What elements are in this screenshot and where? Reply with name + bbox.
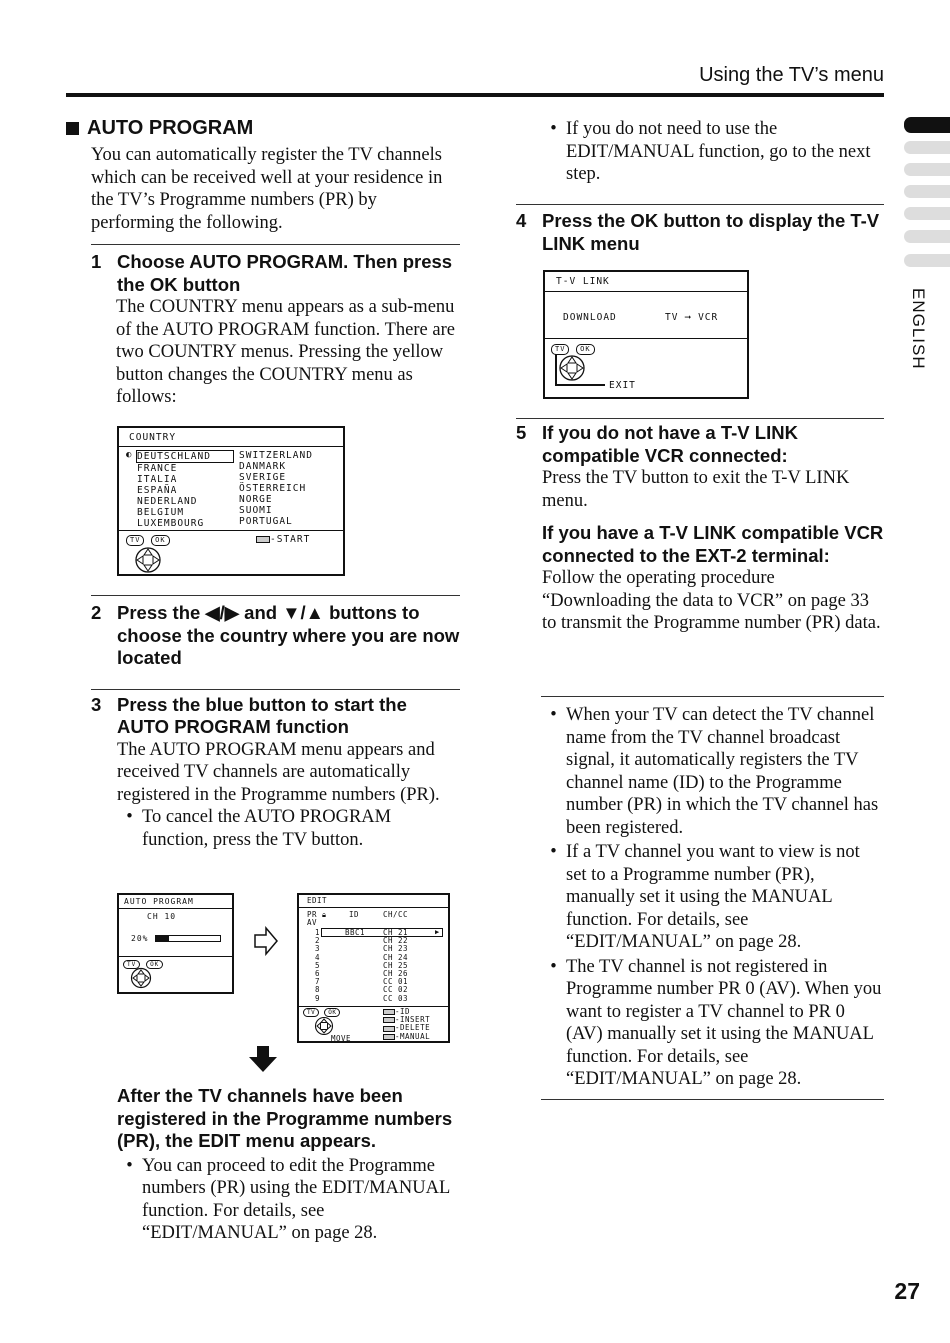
country-menu-screen: COUNTRY ◐ DEUTSCHLAND FRANCE ITALIA ESPAÑA NEDERLAND BELGIUM LUXEMBOURG SWITZERLAND DANMARK SVERIGE ÖSTERREICH NORGE SUOMI PORTUGAL TV OK - START [117, 426, 345, 576]
legend-item: -MANUAL [383, 1033, 430, 1041]
after-bullet: • You can proceed to edit the Programme numbers (PR) using the EDIT/MANUAL function. For details, see “EDIT/MANUAL” on page 28. [126, 1155, 450, 1243]
id-header: ID [349, 910, 360, 919]
intro-text: You can automatically register the TV channels which can be received well at your residence in the TV’s Programme numbers (PR) by performing the following. [91, 145, 443, 233]
progress-percent: 20% [131, 934, 149, 943]
divider [516, 204, 884, 205]
step-4-title: 4 Press the OK button to display the T-V LINK menu [516, 210, 880, 254]
channel-cc: CH 21 [383, 928, 409, 937]
note-bullet: • When your TV can detect the TV channel name from the TV channel broadcast signal, it automatically registers the TV channel name (ID) to the Programme number (PR) in which the TV channel has been registered. [550, 705, 879, 838]
move-label: MOVE [331, 1034, 352, 1043]
edit-row[interactable] [299, 970, 448, 978]
left-column [66, 117, 460, 409]
header-rule [66, 93, 884, 97]
country-item[interactable]: ESPAÑA [137, 485, 178, 496]
country-item[interactable]: FRANCE [137, 463, 178, 474]
color-button-icon [383, 1034, 395, 1040]
country-item[interactable]: DANMARK [239, 461, 287, 472]
country-list-left [137, 450, 234, 529]
legend-item: -INSERT [383, 1016, 430, 1024]
tv-button-icon: TV [551, 344, 569, 355]
auto-program-screen [117, 893, 234, 994]
country-item[interactable]: NEDERLAND [137, 496, 198, 507]
arrow-right-icon [253, 926, 279, 956]
edit-row[interactable] [299, 978, 448, 986]
right-top-bullet: • If you do not need to use the EDIT/MANUAL function, go to the next step. [550, 119, 871, 184]
pr-number: 8 [315, 985, 321, 995]
step-5-subbody: Follow the operating procedure “Downloading the data to VCR” on page 33 to transmit the Programme number (PR) data. [542, 568, 881, 633]
legend-item: -DELETE [383, 1024, 430, 1032]
channel-cc: CC 02 [383, 985, 409, 995]
step-1-title: 1 Choose AUTO PROGRAM. Then press the OK button [91, 251, 453, 295]
chapter-tab-active[interactable] [904, 117, 950, 133]
step-3-bullet: • To cancel the AUTO PROGRAM function, press the TV button. [126, 807, 392, 850]
arrow-right-icon: ➞ [684, 311, 693, 324]
after-title: After the TV channels have been registered in the Programme numbers (PR), the EDIT menu appears. [117, 1085, 453, 1151]
tvlink-title: T-V LINK [556, 276, 610, 287]
step-5-title: 5 If you do not have a T-V LINK compatible VCR connected: [516, 422, 798, 466]
step-2-title: 2 Press the ◀/▶ and ▼/▲ buttons to choose the country where you are now located [91, 602, 460, 668]
divider [91, 689, 460, 690]
step-5-subhead: If you have a T-V LINK compatible VCR connected to the EXT-2 terminal: [542, 522, 884, 566]
edit-row[interactable] [299, 929, 448, 937]
tv-button-icon: TV [123, 960, 140, 969]
page-header-title: Using the TV’s menu [699, 64, 884, 86]
language-label: ENGLISH [909, 288, 928, 370]
ok-button-icon: OK [151, 535, 169, 546]
dpad-icon [557, 354, 587, 382]
country-item[interactable]: LUXEMBOURG [137, 518, 205, 529]
tv-button-icon: TV [126, 535, 144, 546]
chapter-tab[interactable] [904, 254, 950, 267]
channel-cc: CH 23 [383, 944, 409, 954]
edit-row[interactable] [299, 937, 448, 945]
left-steps-2-3 [91, 595, 460, 851]
page-number: 27 [894, 1278, 920, 1304]
chapter-tab[interactable] [904, 230, 950, 243]
progress-fill [156, 936, 169, 941]
av-row-label: AV [307, 918, 318, 927]
edit-row[interactable] [299, 962, 448, 970]
chapter-tab[interactable] [904, 185, 950, 198]
pr-number: 1 [315, 928, 321, 937]
divider [541, 1099, 884, 1100]
channel-cc: CH 26 [383, 968, 409, 978]
divider [91, 244, 460, 245]
ok-button-icon: OK [324, 1008, 340, 1017]
country-item[interactable]: SVERIGE [239, 472, 287, 483]
pr-header: PR [307, 910, 318, 919]
after-block [117, 1085, 457, 1245]
ok-button-icon: OK [146, 960, 163, 969]
country-item[interactable]: ÖSTERREICH [239, 483, 307, 494]
triangle-right-icon: ▶ [435, 928, 440, 936]
ok-button-icon: OK [576, 344, 594, 355]
progress-bar [155, 935, 221, 942]
chcc-header: CH/CC [383, 910, 409, 919]
chapter-tab[interactable] [904, 141, 950, 154]
dpad-icon [133, 546, 163, 574]
color-button-icon [383, 1009, 395, 1015]
auto-program-title: AUTO PROGRAM [124, 897, 194, 906]
channel-cc: CH 24 [383, 952, 409, 962]
right-bullets [541, 704, 884, 1091]
pr-number: 3 [315, 944, 321, 954]
square-bullet-icon [66, 122, 79, 135]
country-item[interactable]: BELGIUM [137, 507, 185, 518]
country-item[interactable]: SUOMI [239, 505, 273, 516]
tv-label: TV [665, 312, 679, 323]
exit-label: EXIT [609, 380, 636, 391]
pr-number: 4 [315, 952, 321, 962]
note-bullet: • If a TV channel you want to view is not set to a Programme number (PR), manually set it using the MANUAL function. For details, see “EDIT/MANUAL” on page 28. [550, 842, 860, 952]
edit-row[interactable] [299, 945, 448, 953]
edit-row-list [299, 929, 448, 1003]
download-label: DOWNLOAD [563, 312, 617, 323]
country-item[interactable]: PORTUGAL [239, 516, 293, 527]
edit-menu-title: EDIT [307, 896, 328, 905]
channel-cc: CH 22 [383, 936, 409, 946]
step-5-body: Press the TV button to exit the T-V LINK menu. [542, 468, 850, 511]
channel-readout: CH 10 [147, 912, 177, 921]
edit-legend [383, 1008, 430, 1041]
section-title: AUTO PROGRAM [66, 117, 460, 140]
edit-row[interactable] [299, 986, 448, 994]
divider [516, 418, 884, 419]
dpad-icon [313, 1016, 335, 1036]
color-button-icon [256, 536, 270, 543]
vcr-label: VCR [698, 312, 719, 323]
channel-id: BBC1 [345, 928, 366, 937]
selector-icon: ◐ [126, 450, 133, 460]
dpad-icon [129, 967, 153, 989]
pr-number: 5 [315, 960, 321, 970]
tvlink-menu-screen [543, 270, 749, 399]
country-item[interactable]: ITALIA [137, 474, 178, 485]
tv-button-icon: TV [303, 1008, 319, 1017]
pr-number: 7 [315, 977, 321, 987]
country-item[interactable]: NORGE [239, 494, 273, 505]
pr-number: 2 [315, 936, 321, 946]
country-menu-title: COUNTRY [129, 432, 177, 443]
step-3-title: 3 Press the blue button to start the AUTO PROGRAM function [91, 693, 407, 737]
country-item[interactable]: SWITZERLAND [239, 450, 313, 461]
divider [541, 696, 884, 697]
step-3-body: The AUTO PROGRAM menu appears and received TV channels are automatically registered in the Programme numbers (PR). [117, 739, 440, 805]
chapter-tab[interactable] [904, 207, 950, 220]
country-item[interactable]: DEUTSCHLAND [136, 450, 234, 463]
color-button-icon [383, 1026, 395, 1032]
channel-cc: CC 03 [383, 993, 409, 1003]
chapter-tab[interactable] [904, 163, 950, 176]
color-button-icon [383, 1017, 395, 1023]
edit-menu-screen [297, 893, 450, 1043]
edit-row[interactable] [299, 954, 448, 962]
legend-item: -ID [383, 1008, 430, 1016]
edit-row[interactable] [299, 995, 448, 1003]
note-bullet: • The TV channel is not registered in Programme number PR 0 (AV). When you want to register a TV channel to PR 0 (AV) manually set it using the MANUAL function. For details, see “EDIT/MANUAL” on page 28. [550, 956, 882, 1089]
pr-number: 9 [315, 993, 321, 1003]
pr-number: 6 [315, 968, 321, 978]
divider [91, 595, 460, 596]
start-label: START [276, 534, 311, 545]
lock-icon: 🔒︎ [322, 910, 327, 919]
arrow-down-icon [248, 1045, 278, 1073]
channel-cc: CH 25 [383, 960, 409, 970]
country-list-right [239, 450, 313, 527]
step-5-block [516, 422, 884, 635]
step-1-body: The COUNTRY menu appears as a sub-menu of the AUTO PROGRAM function. There are two COUNTRY menus. Pressing the yellow button changes the COUNTRY menu as follows: [116, 297, 455, 407]
channel-cc: CC 01 [383, 977, 409, 987]
